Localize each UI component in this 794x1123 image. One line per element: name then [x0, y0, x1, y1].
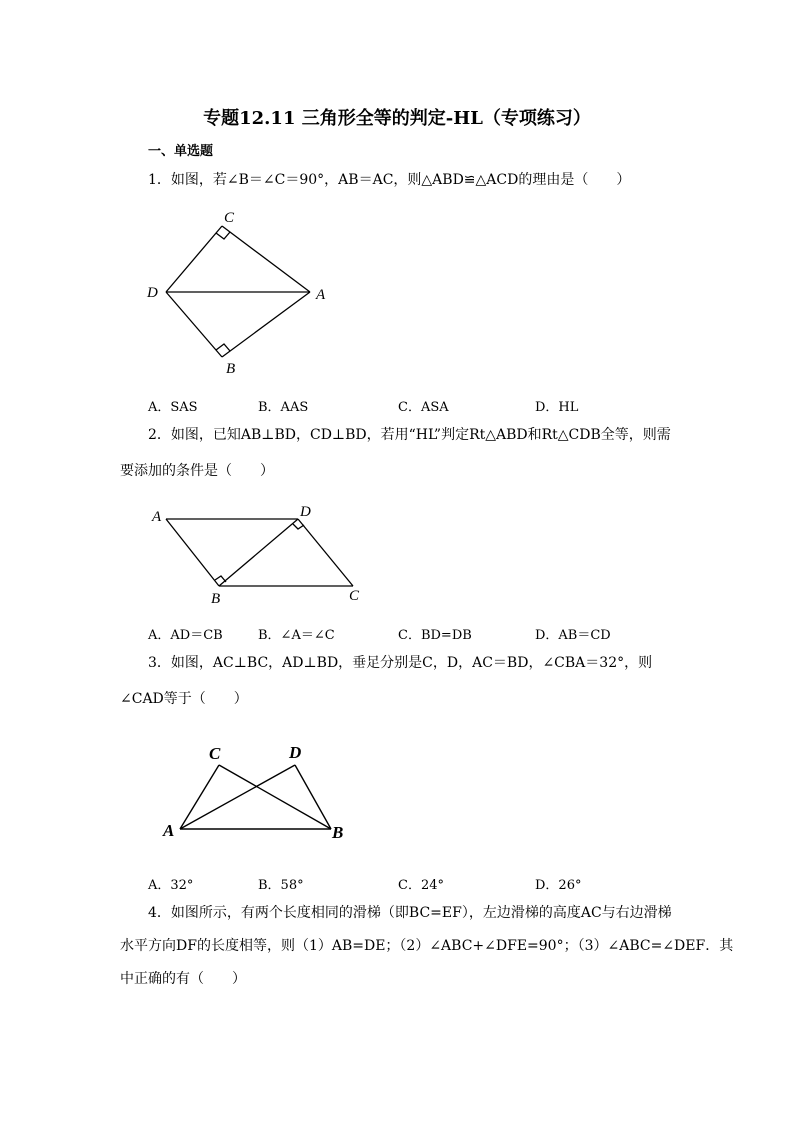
label-d: D [300, 504, 311, 520]
segment-ac [180, 765, 219, 829]
page-title: 专题12.11 三角形全等的判定-HL（专项练习） [203, 108, 591, 129]
q2-option-a[interactable]: A．AD＝CB [148, 628, 223, 643]
question-2-text-line1: 2．如图，已知AB⊥BD，CD⊥BD，若用“HL”判定Rt△ABD和Rt△CDB全等，则需 [148, 427, 671, 443]
label-a: A [163, 821, 175, 840]
q1-option-c[interactable]: C．ASA [398, 400, 449, 415]
right-angle-mark-c [216, 232, 230, 239]
segment-ad [180, 765, 295, 829]
q3-option-a[interactable]: A．32° [148, 878, 194, 893]
question-3-text-line1: 3．如图，AC⊥BC，AD⊥BD，垂足分别是C，D，AC＝BD，∠CBA＝32°，则 [148, 655, 653, 671]
segment-ab [166, 519, 219, 586]
q1-option-b[interactable]: B．AAS [258, 400, 309, 415]
label-a: A [316, 287, 326, 303]
question-1-figure [140, 200, 340, 380]
label-d: D [147, 285, 158, 301]
label-b: B [332, 823, 344, 842]
q1-option-a[interactable]: A．SAS [148, 400, 198, 415]
question-1-text: 1．如图，若∠B＝∠C＝90°，AB＝AC，则△ABD≌△ACD的理由是（ ） [148, 172, 631, 188]
q2-option-b[interactable]: B．∠A＝∠C [258, 628, 335, 643]
segment-ca [222, 226, 310, 292]
label-c: C [209, 744, 221, 763]
label-b: B [226, 361, 236, 377]
question-3-text-line2: ∠CAD等于（ ） [120, 691, 248, 707]
q2-option-c[interactable]: C．BD=DB [398, 628, 472, 643]
segment-dc [166, 226, 222, 292]
q3-option-b[interactable]: B．58° [258, 878, 304, 893]
q3-option-c[interactable]: C．24° [398, 878, 444, 893]
question-4-text-line1: 4．如图所示，有两个长度相同的滑梯（即BC=EF），左边滑梯的高度AC与右边滑梯 [148, 905, 672, 921]
question-3-figure [150, 730, 360, 845]
q3-option-d[interactable]: D．26° [535, 878, 582, 893]
segment-ba [222, 292, 310, 357]
segment-db [166, 292, 222, 357]
segment-cb [219, 765, 331, 829]
question-2-text-line2: 要添加的条件是（ ） [120, 463, 274, 479]
q2-option-d[interactable]: D．AB＝CD [535, 628, 611, 643]
right-angle-mark-b [216, 344, 230, 351]
label-d: D [289, 743, 302, 762]
label-c: C [349, 588, 360, 604]
label-a: A [152, 509, 162, 525]
label-c: C [224, 210, 235, 226]
label-b: B [211, 591, 221, 607]
q1-option-d[interactable]: D．HL [535, 400, 579, 415]
segment-dc [298, 519, 353, 586]
question-2-figure [140, 500, 380, 610]
question-4-text-line2: 水平方向DF的长度相等，则（1）AB=DE；（2）∠ABC+∠DFE=90°；（3）∠ABC=∠DEF．其 [120, 938, 734, 954]
question-4-text-line3: 中正确的有（ ） [120, 971, 246, 987]
segment-bd [219, 519, 298, 586]
section-heading: 一、单选题 [148, 144, 214, 159]
